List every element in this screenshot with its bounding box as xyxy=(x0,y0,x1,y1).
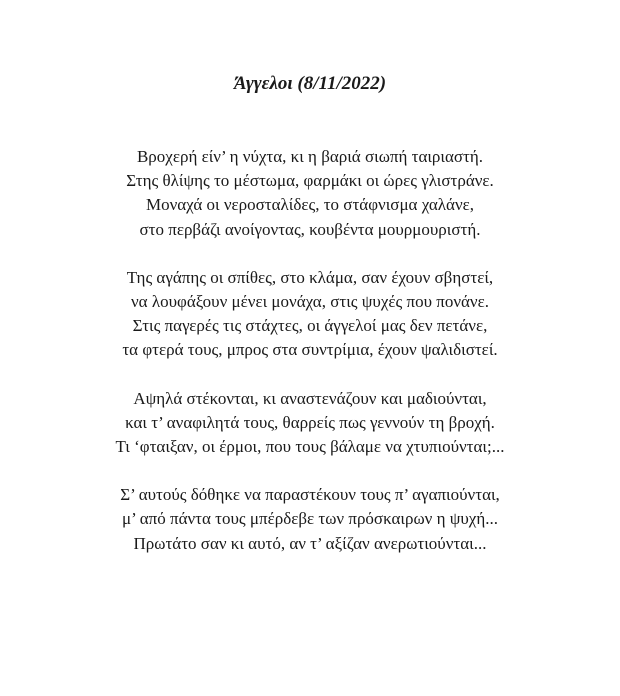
stanza-4 xyxy=(0,483,620,556)
poem-line: Στις παγερές τις στάχτες, οι άγγελοί μας δεν πετάνε, xyxy=(132,316,488,336)
poem-line: Αψηλά στέκονται, κι αναστενάζουν και μαδιούνται, xyxy=(133,388,487,408)
poem-line: Μοναχά οι νεροσταλίδες, το στάφνισμα χαλάνε, xyxy=(145,195,475,215)
poem-body xyxy=(0,145,620,580)
poem-line: και τ’ αναφιλητά τους, θαρρείς πως γεννούν τη βροχή. xyxy=(125,412,495,432)
poem-line: να λουφάξουν μένει μονάχα, στις ψυχές που πονάνε. xyxy=(131,292,489,312)
poem-line: Στης θλίψης το μέστωμα, φαρμάκι οι ώρες γλιστράνε. xyxy=(126,171,494,191)
poem-line: μ’ από πάντα τους μπέρδεβε των πρόσκαιρων η ψυχή... xyxy=(122,509,498,529)
stanza-3 xyxy=(0,387,620,460)
poem-line: τα φτερά τους, μπρος στα συντρίμια, έχουν ψαλιδιστεί. xyxy=(122,340,498,360)
poem-line: Τι ‘φταιξαν, οι έρμοι, που τους βάλαμε να χτυπιούνται;... xyxy=(115,437,505,457)
stanza-1 xyxy=(0,145,620,242)
poem-title: Άγγελοι (8/11/2022) xyxy=(233,73,387,94)
poem-line: Της αγάπης οι σπίθες, στο κλάμα, σαν έχουν σβηστεί, xyxy=(126,267,494,287)
poem-line: στο περβάζι ανοίγοντας, κουβέντα μουρμουριστή. xyxy=(139,219,481,239)
poem-line: Πρωτάτο σαν κι αυτό, αν τ’ αξίζαν ανερωτιούνται... xyxy=(133,533,487,553)
poem-line: Βροχερή είν’ η νύχτα, κι η βαριά σιωπή ταιριαστή. xyxy=(136,147,484,166)
poem-line: Σ’ αυτούς δόθηκε να παραστέκουν τους π’ αγαπιούνται, xyxy=(120,485,500,505)
stanza-2 xyxy=(0,266,620,363)
